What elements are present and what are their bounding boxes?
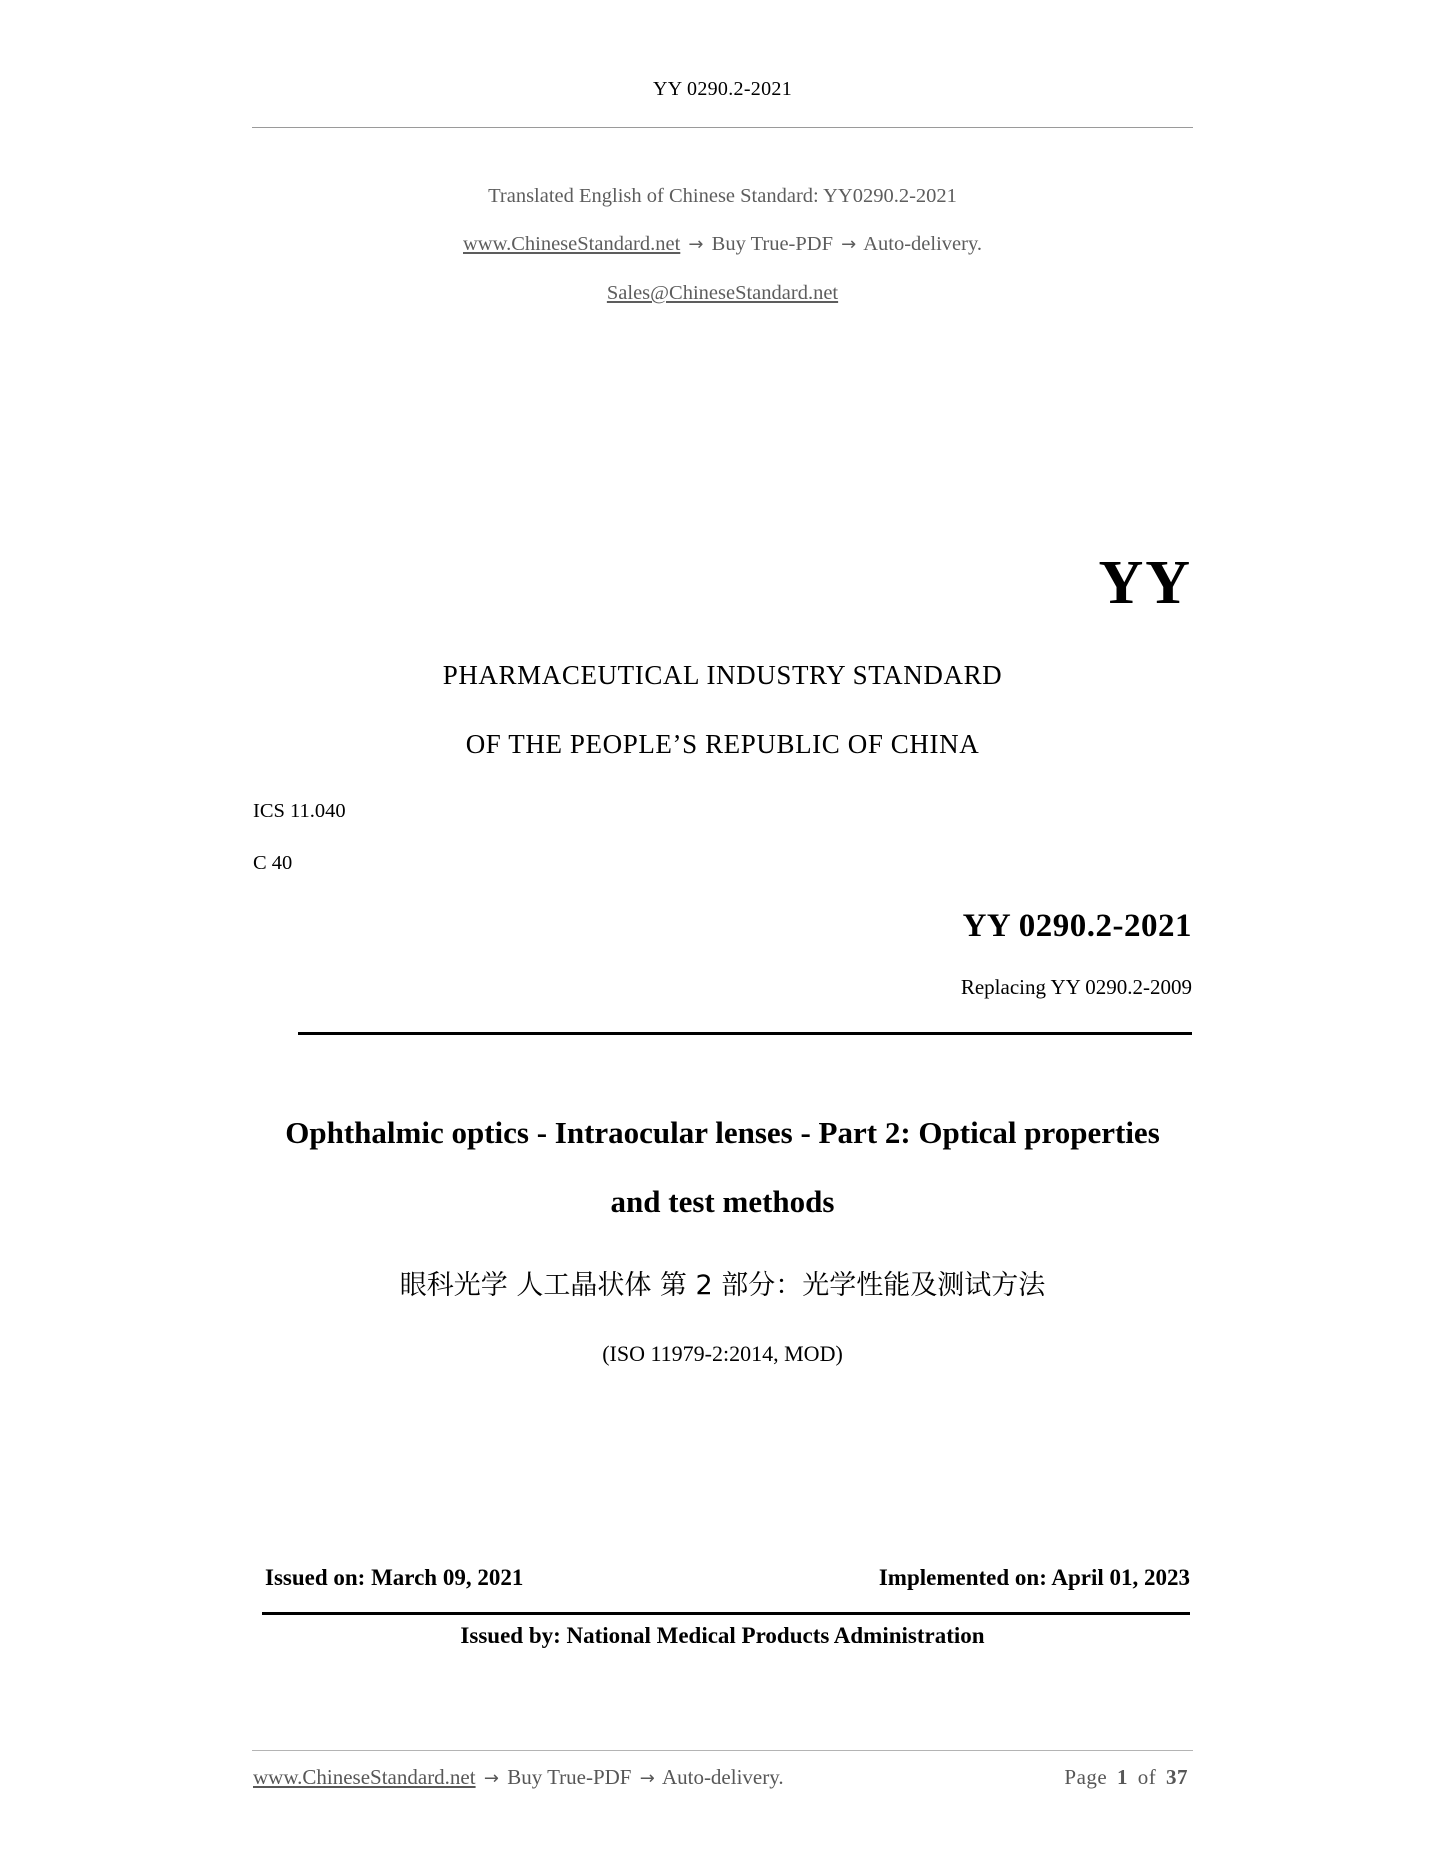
page-total: 37 xyxy=(1166,1765,1188,1789)
standard-number: YY 0290.2-2021 xyxy=(962,908,1192,944)
page-of-label: of xyxy=(1137,1765,1157,1789)
footer-delivery-label: Auto-delivery. xyxy=(661,1765,784,1789)
title-english: Ophthalmic optics - Intraocular lenses - Part 2: Optical properties and test methods xyxy=(285,1115,1160,1219)
footer-arrow-right-icon-2: → xyxy=(639,1768,655,1789)
page-header xyxy=(0,78,1445,101)
page-label: Page xyxy=(1064,1765,1108,1789)
header-divider xyxy=(252,127,1193,128)
issued-on-date: Issued on: March 09, 2021 xyxy=(265,1565,524,1590)
ics-code: ICS 11.040 xyxy=(253,800,346,822)
footer-arrow-right-icon: → xyxy=(483,1768,499,1789)
auto-delivery-label: Auto-delivery. xyxy=(863,233,982,255)
running-title: YY 0290.2-2021 xyxy=(652,78,792,100)
yy-logo-mark: YY xyxy=(1098,549,1192,617)
issue-divider xyxy=(262,1612,1190,1615)
page-footer xyxy=(253,1765,1192,1790)
arrow-right-icon-2: → xyxy=(841,234,857,255)
replacing-standard: Replacing YY 0290.2-2009 xyxy=(960,975,1192,999)
translation-notice-line: Translated English of Chinese Standard: YY0290.2-2021 xyxy=(488,185,957,207)
purchase-notice-line xyxy=(0,220,1445,269)
arrow-right-icon: → xyxy=(688,234,704,255)
buy-true-pdf-label: Buy True-PDF xyxy=(711,233,833,255)
implemented-on-date: Implemented on: April 01, 2023 xyxy=(878,1565,1190,1590)
title-top-divider xyxy=(298,1032,1192,1035)
iso-reference: (ISO 11979-2:2014, MOD) xyxy=(602,1341,843,1366)
footer-divider xyxy=(252,1750,1193,1751)
page-indicator xyxy=(1064,1765,1192,1790)
standard-org-line-2: OF THE PEOPLE’S REPUBLIC OF CHINA xyxy=(465,729,980,759)
footer-promo xyxy=(253,1765,784,1790)
chinesestandard-link[interactable]: www.ChineseStandard.net xyxy=(463,233,681,255)
issued-by-authority: Issued by: National Medical Products Administration xyxy=(460,1623,985,1648)
page-number: 1 xyxy=(1117,1765,1128,1789)
issue-dates-row xyxy=(265,1565,1190,1591)
title-chinese: 眼科光学 人工晶状体 第 2 部分：光学性能及测试方法 xyxy=(399,1270,1046,1301)
sales-email-line xyxy=(0,269,1445,317)
footer-buy-label: Buy True-PDF xyxy=(507,1765,632,1789)
sales-email-link[interactable]: Sales@ChineseStandard.net xyxy=(606,282,839,304)
footer-chinesestandard-link[interactable]: www.ChineseStandard.net xyxy=(253,1765,476,1789)
standard-org-line-1: PHARMACEUTICAL INDUSTRY STANDARD xyxy=(442,660,1003,690)
translation-notice xyxy=(0,172,1445,317)
ccs-code: C 40 xyxy=(253,852,293,874)
